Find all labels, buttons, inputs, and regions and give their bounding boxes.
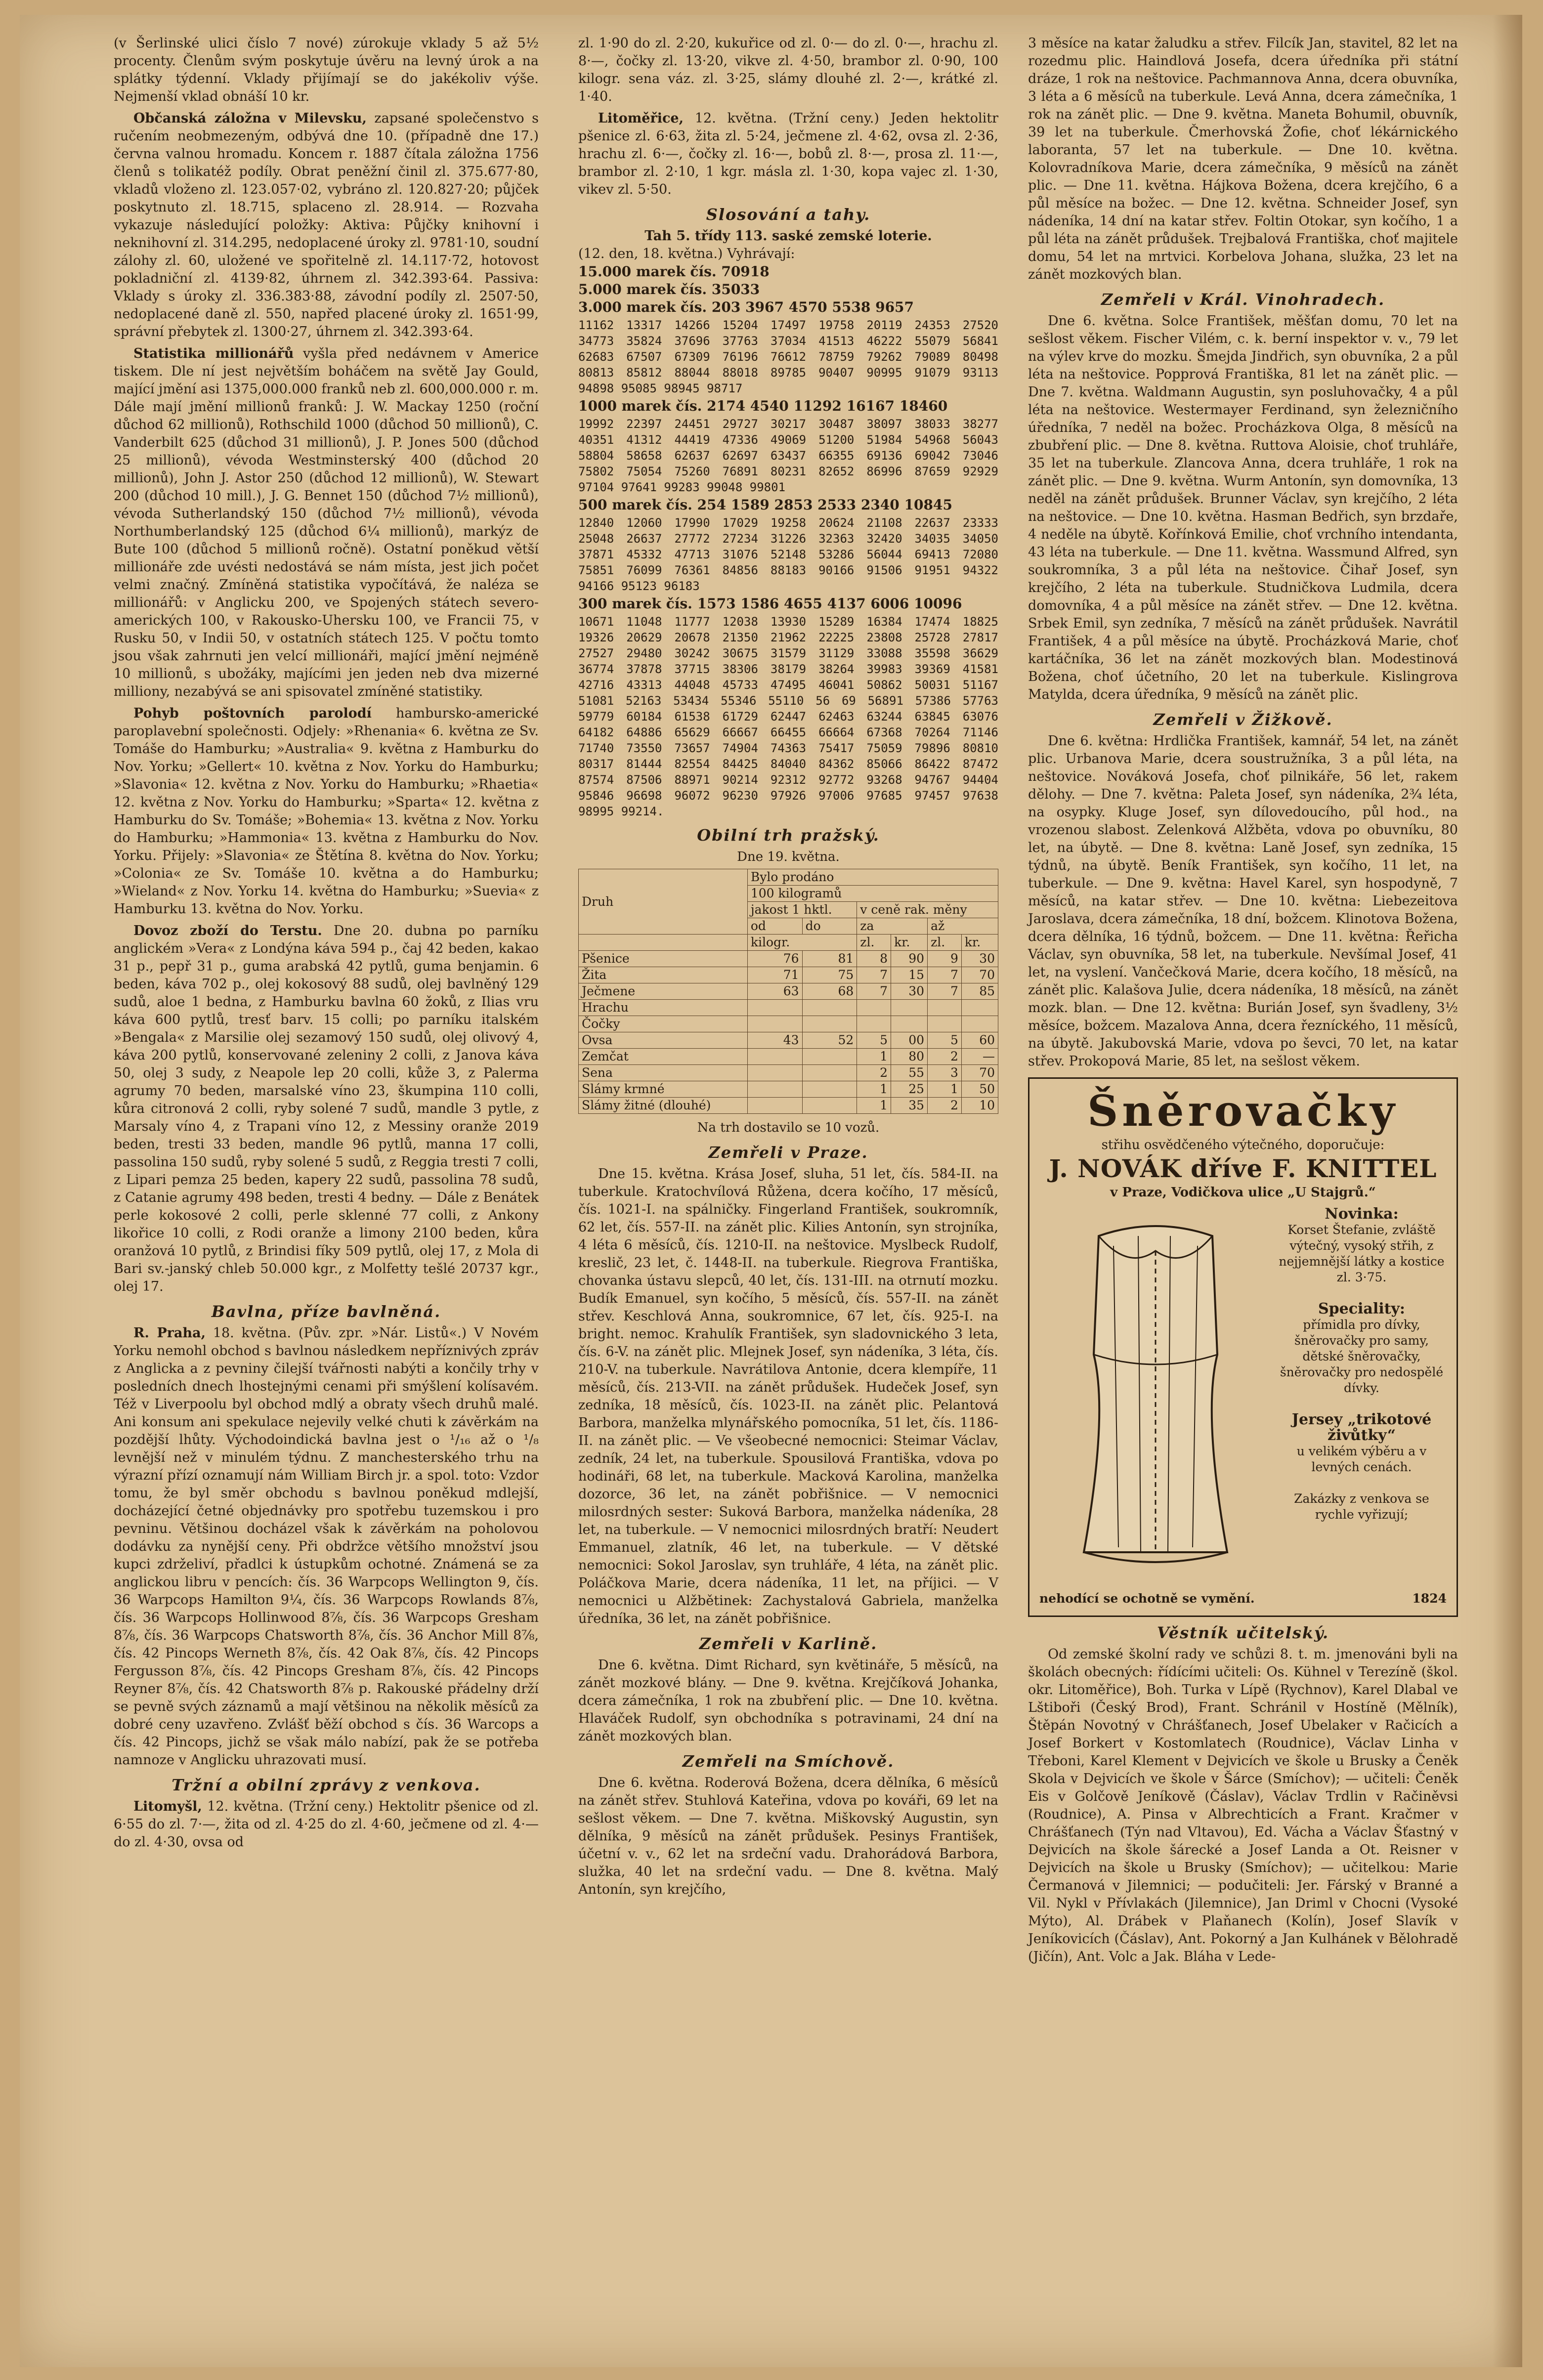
table-cell: — [961,1049,998,1065]
table-cell: 7 [857,983,891,1000]
table-cell: 8 [857,951,891,967]
table-cell: 75 [802,967,857,983]
ad-jersey-heading: Jersey „trikotové živůtky“ [1291,1411,1432,1444]
section-heading: Věstník učitelský. [1157,1623,1329,1642]
table-cell [857,1000,891,1016]
table-cell: 7 [928,967,962,983]
col-header-za: za [857,918,928,935]
table-cell: 25 [891,1081,928,1098]
table-cell [891,1000,928,1016]
ad-footer [1039,1590,1447,1608]
market-date: Dne 19. května. [737,850,840,864]
ad-side-text [1272,1206,1447,1587]
column-2 [578,35,998,1903]
col-header-kr: kr. [961,935,998,951]
table-cell: Hrachu [579,1000,748,1016]
paragraph: Občanská záložna v Milevsku, zapsané společenstvo s ručením neobmezeným, odbývá dne 10. (případně dne 17.) června valnou hromadu. Koncem r. 1887 čítala záložna 1756 členů s tolikatéž podíly. Obrat peněžní činil zl. 375.677·80, vkladů vloženo zl. 123.057·02, vybráno zl. 120.827·20; půjček poskytnuto zl. 18.715, splaceno zl. 28.914. — Rozvaha vykazuje následující položky: Aktiva: Půjčky knihovní i neknihovní zl. 314.295, nedoplacené úroky zl. 9781·10, soudní zálohy zl. 60, uložené ve spořitelně zl. 14.117·72, hotovost pokladniční zl. 4139·82, úhrnem zl. 342.393·64. Passiva: Vklady s úroky zl. 336.383·88, závodní podíly zl. 2507·50, nedoplacené daně zl. 550, napřed placené úroky zl. 1651·99, správní přebytek zl. 1300·27, úhrnem zl. 342.393·64. [114,111,539,340]
lottery-subheading: (12. den, 18. května.) Vyhrávají: [578,246,795,261]
ad-exchange-note: nehodící se ochotně se vymění. [1039,1591,1255,1606]
table-cell [857,1016,891,1032]
table-cell: 81 [802,951,857,967]
paragraph: Pohyb poštovních parolodí hambursko-americké paroplavební společnosti. Odjely: »Rhenania« 6. května ze Sv. Tomáše do Hamburku; »Australia« 9. května z Hamburku do Nov. Yorku; »Gellert« 10. května z Nov. Yorku do Hamburku; »Slavonia« 12. května z Nov. Yorku do Hamburku; »Rhaetia« 12. května z Nov. Yorku do Hamburku; »Sparta« 12. května z Hamburku do Sv. Tomáše; »Bohemia« 13. května z Nov. Yorku do Hamburku; »Hammonia« 13. května z Hamburku do Nov. Yorku. Přijely: »Slavonia« ze Štětína 8. května do Nov. Yorku; »Colonia« ze Sv. Tomáše 10. května a do Hamburku; »Wieland« z Nov. Yorku 14. května do Hamburku; »Suevia« z Hamburku 13. května do Nov. Yorku. [114,706,539,917]
paragraph: (v Šerlinské ulici číslo 7 nové) zúrokuje vklady 5 až 5½ procenty. Členům svým poskytuje úvěru na levný úrok a na splátky týdenní. Vklady přijímají se do jakékoliv výše. Nejmenší vklad obnáší 10 kr. [114,36,539,104]
paragraph: Dne 15. května. Krása Josef, sluha, 51 let, čís. 584-II. na tuberkule. Kratochvílová Růžena, dcera kočího, 17 měsíců, čís. 1021-I. na spálničky. Fingerland František, soukromník, 62 let, čís. 557-II. na zánět plic. Kilies Antonín, syn strojníka, 4 léta 6 měsíců, čís. 1210-II. na neštovice. Myslbeck Rudolf, kreslič, 23 let, č. 1448-II. na tuberkule. Riegrova Františka, chovanka ústavu slepců, 40 let, čís. 131-III. na otrnutí mozku. Budík Emanuel, syn kočího, 5 měsíců, čís. 557-II. na zánět střev. Keschlová Anna, soukromnice, 67 let, čís. 925-I. na bright. nemoc. Krahulík František, syn sladovnického 3 leta, čís. 6-V. na zánět plic. Mlejnek Josef, syn nádeníka, 3 léta, čís. 210-V. na tuberkule. Navrátilova Antonie, dcera klempíře, 11 měsíců, čís. 213-VII. na zánět průdušek. Hudeček Josef, syn zedníka, 18 měsíců, čís. 1023-II. na zánět plic. Pelantová Barbora, manželka mlynářského pomocníka, 51 let, čís. 1186-II. na zánět plic. — Ve všeobecné nemocnici: Steimar Václav, zedník, 24 let, na tuberkule. Spousilová Františka, vdova po hodináři, 68 let, na tuberkule. Macková Karolina, manželka dozorce, 36 let, na zánět pobřišnice. — V nemocnici milosrdných sester: Suková Barbora, manželka nádeníka, 28 let, na tuberkule. — V nemocnici milosrdných bratří: Neudert Emmanuel, zlatník, 46 let, na tuberkule. — V dětské nemocnici: Sokol Jaroslav, syn truhláře, 4 léta, na zánět plic. Poláčkova Marie, dcera nádeníka, 11 let, na příjici. — V nemocnici u Alžbětinek: Zachystalová Gabriela, manželka úředníka, 36 let, na zánět pobřišnice. [578,1166,998,1626]
table-cell: Ječmene [579,983,748,1000]
table-cell [747,1098,802,1114]
col-header-zl: zl. [857,935,891,951]
table-cell: 63 [747,983,802,1000]
lottery-prize: 500 marek čís. 254 1589 2853 2533 2340 10845 [578,497,952,513]
page-edge-shadow [1493,15,1522,2367]
ad-year: 1824 [1412,1591,1447,1606]
table-cell [891,1016,928,1032]
table-cell: 2 [928,1098,962,1114]
col-header-quality: jakost 1 hktl. [747,902,857,918]
paragraph: Dovoz zboží do Terstu. Dne 20. dubna po parníku anglickém »Vera« z Londýna káva 594 p., čaj 42 beden, kakao 31 p., pepř 31 p., guma arabská 42 pytlů, guma benjamin. 6 beden, káva 702 p., olej kokosový 88 sudů, olej bavlněný 129 sudů, aloe 1 bedna, z Hamburku bavlna 60 žoků, z Ilias vru káva 600 pytlů, tresť barv. 15 colli; po parníku italském »Bengala« z Marsilie olej sezamový 150 sudů, olej olivový 4, káva 200 pytlů, konservované zeleniny 2 colli, z Janova káva 50, olej 3 sudy, z Neapole lep 20 colli, kůže 3, z Palerma agrumy 70 beden, marsalské víno 23, škumpina 110 colli, kůra citronová 2 colli, ryby solené 7 sudů, mandle 3 pytle, z Marsaly víno 4, z Trapani víno 12, z Messiny oranže 2019 beden, tresti 33 beden, mandle 96 pytlů, manna 17 colli, passolina 150 sudů, ryby solené 5 sudů, z Reggia tresti 7 colli, z Lipari pemza 25 beden, kapery 22 sudů, passolina 78 sudů, z Catanie agrumy 498 beden, tresti 4 bedny. — Dále z Benátek perle kokosové 2 colli, perle sklenné 77 colli, z Ankony likořice 10 colli, z Rodi oranže a limony 2100 beden, kůra oranžová 10 pytlů, z Brindisi fíky 509 pytlů, olej 17, z Mola di Bari sv.-janský chleb 50.000 kgr., z Molfetty tešlé 20737 kgr., olej 17. [114,923,539,1294]
table-cell: 52 [802,1032,857,1049]
paragraph: Dne 6. května. Roderová Božena, dcera dělníka, 6 měsíců na zánět střev. Stuhlová Kateřina, vdova po kováři, 69 let na sešlost věkem. — Dne 7. května. Miškovský Augustin, syn dělníka, 9 měsíců na zánět průdušek. Pesinys František, účetní v. v., 62 let na srdeční vadu. Drahorádová Barbora, služka, 40 let na srdeční vadu. — Dne 8. května. Malý Antonín, syn krejčího, [578,1775,998,1897]
article-heading: Litoměřice, [598,111,684,126]
table-cell: 2 [928,1049,962,1065]
article-heading: Dovoz zboží do Terstu. [133,923,322,938]
ad-jersey-text: u velikém výběru a v levných cenách. [1296,1444,1427,1474]
section-heading: Tržní a obilní zprávy z venkova. [171,1776,481,1794]
col-header-az: až [928,918,998,935]
article-heading: Litomyšl, [133,1799,202,1814]
table-cell: 55 [891,1065,928,1081]
article-heading: Pohyb poštovních parolodí [133,706,372,721]
table-cell: 76 [747,951,802,967]
market-note: Na trh dostavilo se 10 vozů. [697,1120,880,1135]
table-cell: 9 [928,951,962,967]
ad-orders-text: Zakázky z venkova se rychle vyřizují; [1294,1491,1429,1522]
table-row [579,967,998,983]
table-cell [747,1016,802,1032]
table-cell: Pšenice [579,951,748,967]
col-header-price: v ceně rak. měny [857,902,998,918]
ad-body [1039,1206,1447,1587]
ad-firm-name: J. NOVÁK dříve F. KNITTEL [1049,1154,1437,1183]
paragraph: Dne 6. května: Hrdlička František, kamnář, 54 let, na zánět plic. Urbanova Marie, dcera soustružníka, 3 a půl léta, na neštovice. Nováková Josefa, choť pilnikáře, 56 let, rakem dělohy. — Dne 7. května: Paleta Josef, syn nádeníka, 2¾ léta, na osypky. Kluge Josef, syn dílovedoucího, půl hod., na vrozenou slabost. Zelenková Alžběta, vdova po obuvníku, 80 let, na úbytě. — Dne 8. května: Laně Josef, syn zedníka, 15 týdnů, na úbytě. Beník František, syn kočího, 11 let, na tuberkule. — Dne 9. května: Havel Karel, syn hospodyně, 7 měsíců, na katar střev. — Dne 10. května: Liebezeitova Jaroslava, dcera zámečníka, 18 dní, božcem. Klinotova Božena, dcera dělníka, 16 týdnů, božcem. — Dne 11. května: Řeřicha Václav, syn obuvníka, 58 let, na tuberkule. Nevšímal Josef, 41 let, na vyslení. Vančečková Marie, dcera kočího, 18 měsíců, na zánět plic. Kalašova Julie, dcera nádeníka, 18 měsíců, na zánět mozk. blan. — Dne 12. května: Burián Josef, syn švadleny, 3½ měsíce, božcem. Mazalova Anna, dcera řezníckého, 11 měsíců, na úbytě. Jakubovská Marie, vdova po ševci, 70 let, na katar střev. Prokopová Marie, 85 let, na sešlost věkem. [1028,733,1458,1069]
section-heading: Zemřeli v Praze. [708,1143,868,1162]
table-cell: 1 [928,1081,962,1098]
table-cell [928,1016,962,1032]
table-cell [802,1016,857,1032]
table-cell: 70 [961,1065,998,1081]
table-cell: 71 [747,967,802,983]
table-row [579,1032,998,1049]
lottery-prize: 300 marek čís. 1573 1586 4655 4137 6006 10096 [578,595,962,612]
table-cell: 15 [891,967,928,983]
col-header-kilogr: kilogr. [747,935,857,951]
table-row [579,1016,998,1032]
article-heading: Statistika millionářů [133,346,294,361]
table-cell: 30 [891,983,928,1000]
lottery-numbers: 19992 22397 24451 29727 30217 30487 38097 38033 38277 40351 41312 44419 47336 49069 51200 51984 54968 56043 58804 58658 62637 62697 63437 66355 69136 69042 73046 75802 75054 75260 76891 80231 82652 86996 87659 92929 97104 97641 99283 99048 99801 [578,417,998,494]
section-heading: Zemřeli v Král. Vinohradech. [1101,290,1385,309]
table-row [579,1000,998,1016]
lottery-numbers: 10671 11048 11777 12038 13930 15289 16384 17474 18825 19326 20629 20678 21350 21962 22225 23808 25728 27817 27527 29480 30242 30675 31579 31129 33088 35598 36629 36774 37878 37715 38306 38179 38264 39983 39369 41581 42716 43313 44048 45733 47495 46041 50862 50031 51167 51081 52163 53434 55346 55110 56 69 56891 57386 57763 59779 60184 61538 61729 62447 62463 63244 63845 63076 64182 64886 65629 66667 66455 66664 67368 70264 71146 71740 73550 73657 74904 74363 75417 75059 79896 80810 80317 81444 82554 84425 84040 84362 85066 86422 87472 87574 87506 88971 90214 92312 92772 93268 94767 94404 95846 96698 96072 96230 97926 97006 97685 97457 97638 98995 99214. [578,615,998,818]
lottery-prize: 15.000 marek čís. 70918 [578,263,770,280]
paragraph: Statistika millionářů vyšla před nedávnem v Americe tiskem. Dle ní jest největším boháčem na světě Jay Gould, mající jmění asi 1375,000.000 franků neb zl. 600,000.000 r. m. Dále mají jmění millionů franků: J. W. Mackay 1250 (roční důchod 62 millionů), Rothschild 1000 (důchod 50 millionů), C. Vanderbilt 625 (důchod 31 millionů), J. P. Jones 500 (důchod 25 millionů), vévoda Westminsterský 400 (důchod 20 millionů), John J. Astor 250 (důchod 12 millionů), W. Stewart 200 (důchod 10 mill.), J. G. Bennet 150 (důchod 7½ millionů), vévoda Sutherlandský 150 (důchod 7½ millionů), vévoda Northumberlandský 125 (důchod 6¼ millionů), markýz de Bute 100 (důchod 5 millionů ročně). Ostatní poněkud větší millionáře zde uvésti nedostává se nám místa, jest jich počet velmi značný. Zmíněná statistika vypočítává, že naléza se millionářů: v Anglicku 200, ve Spojených státech severo-amerických 100, v Rakousko-Uhersku 100, ve Francii 75, v Rusku 50, v Indii 50, v ostatních státech 125. V počtu tomto jsou však zahrnuti jen velcí millionáři, mající jmění nejméně 10 millionů, s ubožáky, majícími jen jeden neb dva mizerné milliony, nezabývá se ani spisovatel zmíněné statistiky. [114,346,539,699]
table-cell: 35 [891,1098,928,1114]
ad-subtitle: střihu osvědčeného výtečného, doporučuje: [1101,1138,1385,1152]
table-cell [747,1065,802,1081]
paragraph: R. Praha, 18. května. (Pův. zpr. »Nár. Listů«.) V Novém Yorku nemohl obchod s bavlnou následkem nepříznivých zpráv z Anglicka a z pevniny čilejší tvářnosti nabýti a končily trhy v posledních dnech lhostejnými cenami při smýšlení kolísavém. Též v Liverpoolu byl obchod mdlý a obraty všech druhů malé. Ani konsum ani spekulace nejevily velké chuti k závěrkám na pozdější lhůty. Východoindická bavlna jest o ¹/₁₆ až o ¹/₈ levnější než v minulém týdnu. Z manchesterského trhu na výrazní přízí oznamují nám William Birch jr. a spol. toto: Vzdor tomu, že byl směr obchodu s bavlnou poněkud mdlejší, docházející četné objednávky pro spotřebu tuzemskou i pro pevninu. Většinou docházel však k závěrkám na poholovou dodávku za nynější ceny. Při obdržce většího množství jsou kupci zdrželiví, přadlci k ústupkům ochotné. Známená se za anglickou libru v pencích: čís. 36 Warpcops Wellington 9, čís. 36 Warpcops Hamilton 9¼, čís. 36 Warpcops Rowlands 8⅞, čís. 36 Warpcops Hollinwood 8⅞, čís. 36 Warpcops Gresham 8⅞, čís. 36 Warpcops Chatsworth 8⅞, čís. 36 Anchor Mill 8⅞, čís. 42 Pincops Werneth 8⅞, čís. 42 Oak 8⅞, čís. 42 Pincops Fergusson 8⅞, čís. 42 Pincops Gresham 8⅞, čís. 42 Pincops Reyner 8⅞, čís. 42 Chatsworth 8⅞ p. Rakouské přádelny drží se pevně svých záznamů a mají většinou na několik měsíců za dobré ceny uzavřeno. Zvlášť běží obchod s čís. 36 Warcops a čís. 42 Pincops, jichž se však málo nabízí, pak že se potřeba namnoze v Anglicku uhrazovati musí. [114,1325,539,1768]
table-cell [747,1000,802,1016]
section-heading: Slosování a tahy. [706,205,871,224]
table-cell: 10 [961,1098,998,1114]
table-cell: 3 [928,1065,962,1081]
lottery-prize: 3.000 marek čís. 203 3967 4570 5538 9657 [578,299,914,315]
table-cell [802,1000,857,1016]
ad-speciality-heading: Speciality: [1318,1300,1405,1318]
article-heading: Občanská záložna v Milevsku, [133,111,367,126]
paragraph: Dne 6. května. Solce František, měšťan domu, 70 let na sešlost věkem. Fischer Vilém, c. k. berní inspektor v. v., 79 let na výlev krve do mozku. Šmejda Jindřich, syn obuvníka, 2 a půl léta na neštovice. Popprová Františka, 81 let na zánět plic. — Dne 7. května. Waldmann Augustin, syn posluhovačky, 4 a půl léta na neštovice. Westermayer Ferdinand, syn železničního úředníka, 7 neděl na božec. Procházkova Olga, 8 měsíců na zbubření plic. — Dne 8. května. Ruttova Aloisie, choť truhláře, 35 let na tuberkule. Zlancova Anna, dcera truhláře, 1 rok na zánět plic. — Dne 9. května. Wurm Antonín, syn domovníka, 13 neděl na zánět průdušek. Brunner Václav, syn krejčího, 2 léta na neštovice. — Dne 10. května. Hasman Bedřich, syn brzdaře, 4 neděle na úbytě. Kořínková Emilie, choť vrchního intendanta, 43 léta na tuberkule. — Dne 11. května. Wassmund Alfred, syn soukromníka, 3 a půl léta na neštovice. Čihař Josef, syn krejčího, 2 léta na tuberkule. Studničkova Ludmila, dcera domovníka, 4 a půl měsíce na zánět střev. — Dne 12. května. Srbek Emil, syn zedníka, 7 měsíců na zánět průdušek. Navrátil František, 4 a půl měsíce na úbytě. Procházková Marie, choť kartáčníka, 36 let na zánět mozkových blan. Modestinová Božena, choť účetního, 20 let na tuberkule. Kislingrova Matylda, dcera úředníka, 9 měsíců na zánět plic. [1028,313,1458,702]
table-cell: Slámy krmné [579,1081,748,1098]
lottery-heading: Tah 5. třídy 113. saské zemské loterie. [644,228,932,244]
section-heading: Bavlna, příze bavlněná. [211,1302,441,1321]
table-cell: Žita [579,967,748,983]
newspaper-page [20,15,1522,2367]
table-cell [802,1081,857,1098]
col-header-druh: Druh [579,869,748,935]
paragraph: Dne 6. května. Dimt Richard, syn květináře, 5 měsíců, na zánět mozkové blány. — Dne 9. května. Krejčíková Johanka, dcera zámečníka, 1 rok na zbubření plic. — Dne 10. května. Hlaváček Rudolf, syn obchodníka s potravinami, 24 dní na zánět mozkových blan. [578,1658,998,1744]
table-row [579,1081,998,1098]
table-row [579,1049,998,1065]
table-cell [961,1000,998,1016]
table-cell: 5 [928,1032,962,1049]
corset-illustration-icon [1039,1206,1272,1587]
paragraph: Litoměřice, 12. května. (Tržní ceny.) Jeden hektolitr pšenice zl. 6·63, žita zl. 5·24, ječmene zl. 4·62, ovsa zl. 2·36, hrachu zl. 6·—, čočky zl. 16·—, bobů zl. 8·—, prosa zl. 11·—, brambor zl. 2·10, 1 kgr. másla zl. 1·30, kopa vajec zl. 1·30, vikev zl. 5·50. [578,111,998,197]
table-row [579,1098,998,1114]
table-cell: Zemčat [579,1049,748,1065]
table-cell: 85 [961,983,998,1000]
table-cell: 00 [891,1032,928,1049]
paragraph: Litomyšl, 12. května. (Tržní ceny.) Hektolitr pšenice od zl. 6·55 do zl. 7·—, žita od zl. 4·25 do zl. 4·60, ječmene od zl. 4·— do zl. 4·30, ovsa od [114,1799,539,1850]
ad-title: Šněrovačky [1087,1086,1399,1136]
table-cell: 2 [857,1065,891,1081]
table-cell: 80 [891,1049,928,1065]
lottery-numbers: 11162 13317 14266 15204 17497 19758 20119 24353 27520 34773 35824 37696 37763 37034 41513 46222 55079 56841 62683 67507 67309 76196 76612 78759 79262 79089 80498 80813 85812 88044 88018 89785 90407 90995 91079 93113 94898 95085 98945 98717 [578,318,998,395]
table-cell [802,1049,857,1065]
ad-novelty-heading: Novinka: [1325,1205,1399,1223]
table-cell [961,1016,998,1032]
ad-novelty-text: Korset Štefanie, zvláště výtečný, vysoký střih, z nejjemnější látky a kostice zl. 3·75. [1279,1223,1445,1284]
table-cell: Slámy žitné (dlouhé) [579,1098,748,1114]
table-cell: Sena [579,1065,748,1081]
table-cell: 43 [747,1032,802,1049]
table-cell: 1 [857,1049,891,1065]
table-cell [802,1065,857,1081]
table-cell: 60 [961,1032,998,1049]
table-row [579,1065,998,1081]
col-header-zl: zl. [928,935,962,951]
table-cell: 90 [891,951,928,967]
table-cell: Ovsa [579,1032,748,1049]
section-heading: Zemřeli v Žižkově. [1153,710,1333,729]
ad-address: v Praze, Vodičkova ulice „U Stajgrů.“ [1110,1185,1376,1200]
lottery-prize: 1000 marek čís. 2174 4540 11292 16167 18460 [578,398,948,414]
table-cell: Čočky [579,1016,748,1032]
table-cell: 30 [961,951,998,967]
table-cell: 7 [857,967,891,983]
section-heading: Zemřeli na Smíchově. [682,1752,895,1771]
column-1 [114,35,539,1855]
corset-advertisement [1028,1077,1458,1617]
col-header-do: do [802,918,857,935]
article-heading: R. Praha, [133,1325,206,1341]
column-3 [1028,35,1458,1970]
section-heading: Zemřeli v Karlině. [699,1634,878,1653]
paragraph: zl. 1·90 do zl. 2·20, kukuřice od zl. 0·— do zl. 0·—, hrachu zl. 8·—, čočky zl. 13·20, vikve zl. 4·50, brambor zl. 0·90, 100 kilogr. sena váz. zl. 3·25, slámy dlouhé zl. 2·—, krátké zl. 1·40. [578,36,998,104]
table-cell [747,1049,802,1065]
table-cell [928,1000,962,1016]
table-cell: 7 [928,983,962,1000]
table-cell: 50 [961,1081,998,1098]
paragraph: 3 měsíce na katar žaludku a střev. Filcík Jan, stavitel, 82 let na rozedmu plic. Haindlová Josefa, dcera úředníka při státní dráze, 1 rok na neštovice. Pachmannova Anna, dcera obuvníka, 3 léta a 6 měsíců na tuberkule. Levá Anna, dcera zámečníka, 1 rok na zánět plic. — Dne 9. května. Maneta Bohumil, obuvník, 39 let na tuberkule. Čmerhovská Žofie, choť lékárnického laboranta, 57 let na tuberkule. — Dne 10. května. Kolovradníkova Marie, dcera zámečníka, 9 měsíců na zánět plic. — Dne 11. května. Hájkova Božena, dcera krejčího, 6 a půl měsíce na božec. — Dne 12. května. Schneider Josef, syn nádeníka, 14 dní na katar střev. Foltin Otokar, syn kočího, 1 a půl léta na zánět průdušek. Trejbalová Františka, choť majitele domu, 54 let na mrtvici. Korbelova Johana, služka, 23 let na zánět mozkových blan. [1028,36,1458,282]
table-row [579,983,998,1000]
col-header-sold: Bylo prodáno [747,869,998,886]
table-cell: 1 [857,1098,891,1114]
lottery-numbers: 12840 12060 17990 17029 19258 20624 21108 22637 23333 25048 26637 27772 27234 31226 32363 32420 34035 34050 37871 45332 47713 31076 52148 53286 56044 69413 72080 75851 76099 76361 84856 88183 90166 91506 91951 94322 94166 95123 96183 [578,516,998,593]
grain-market-table [578,869,998,1114]
section-heading: Obilní trh pražský. [697,826,880,845]
table-cell: 70 [961,967,998,983]
col-header-od: od [747,918,802,935]
ad-speciality-text: přímidla pro dívky, šněrovačky pro samy, dětské šněrovačky, šněrovačky pro nedospělé dívky. [1280,1318,1444,1395]
table-cell: 5 [857,1032,891,1049]
table-cell: 68 [802,983,857,1000]
lottery-prize: 5.000 marek čís. 35033 [578,281,760,298]
table-cell [747,1081,802,1098]
table-cell: 1 [857,1081,891,1098]
table-row [579,951,998,967]
col-header-kr: kr. [891,935,928,951]
col-header-100kg: 100 kilogramů [747,886,998,902]
table-cell [802,1098,857,1114]
paragraph: Od zemské školní rady ve schůzi 8. t. m. jmenováni byli na školách obecných: řídícími učiteli: Os. Kühnel v Terezíně (škol. okr. Litoměřice), Boh. Turka v Lípě (Rychnov), Karel Dlabal ve Lštiboři (Český Brod), Frant. Schránil v Hostíně (Mělník), Štěpán Novotný v Chrášťanech, Josef Ubelaker v Račicích a Josef Borkert v Kostomlatech (Roudnice), Václav Linha v Třeboni, Karel Klement v Dejvicích ve škole u Brusky a Čeněk Skola v Dejvicích ve škole v Šárce (Smíchov); — učiteli: Čeněk Eis v Golčově Jeníkově (Čáslav), Václav Trdlin v Račiněvsi (Roudnice), A. Pinsa v Albrechticích a Frant. Kračmer v Chrášťanech (Týn nad Vltavou), Ed. Vácha a Václav Šťastný v Dejvicích na škole šárecké a Josef Landa a Ot. Reisner v Dejvicích na škole u Brusky (Smíchov); — učitelkou: Marie Čermanová v Jilemnici; — podučiteli: Jer. Fárský v Branné a Vil. Nykl v Přívlakách (Jilemnice), Jan Driml v Chocni (Vysoké Mýto), Al. Drábek v Plaňanech (Kolín), Josef Slavík v Jeníkovicích (Čáslav), Ant. Pokorný a Jan Kulhánek v Bělohradě (Jičín), Ant. Volc a Jak. Bláha v Lede- [1028,1647,1458,1964]
